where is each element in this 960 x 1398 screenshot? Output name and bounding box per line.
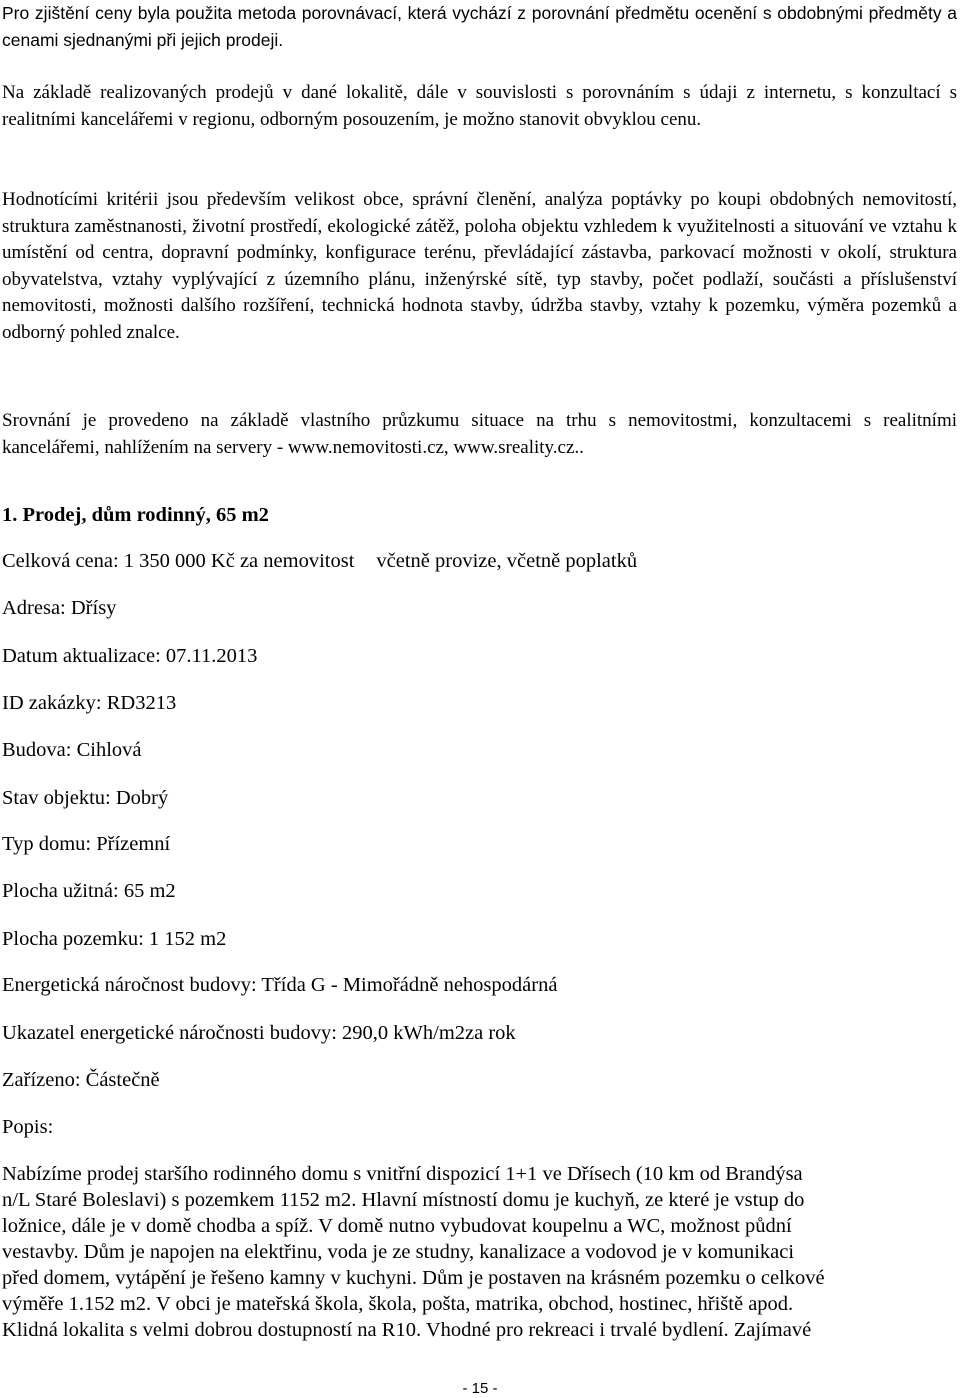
listing-energy-indicator: Ukazatel energetické náročnosti budovy: 290,0 kWh/m2za rok bbox=[2, 1022, 516, 1044]
description-line: před domem, vytápění je řešeno kamny v kuchyni. Dům je postaven na krásném pozemku o celkové bbox=[2, 1267, 825, 1289]
intro-paragraph-method: Pro zjištění ceny byla použita metoda porovnávací, která vychází z porovnání předmětu ocenění s obdobnými předměty a cenami sjednanými při jejich prodeji. bbox=[2, 3, 957, 50]
description-line: Nabízíme prodej staršího rodinného domu s vnitřní dispozicí 1+1 ve Dřísech (10 km od Brandýsa bbox=[2, 1163, 803, 1185]
intro-paragraph-basis: Na základě realizovaných prodejů v dané lokalitě, dále v souvislosti s porovnáním s údaji z internetu, s konzultací s realitními kancelářemi v regionu, odborným posouzením, je možno stanovit obvyklou cenu. bbox=[2, 82, 957, 130]
listing-condition: Stav objektu: Dobrý bbox=[2, 787, 169, 809]
listing-energy-class: Energetická náročnost budovy: Třída G - Mimořádně nehospodárná bbox=[2, 974, 558, 996]
intro-paragraph-comparison: Srovnání je provedeno na základě vlastního průzkumu situace na trhu s nemovitostmi, konzultacemi s realitními kancelářemi, nahlížením na servery - www.nemovitosti.cz, www.sreality.cz.. bbox=[2, 410, 957, 458]
listing-update-date: Datum aktualizace: 07.11.2013 bbox=[2, 645, 258, 667]
listing-building: Budova: Cihlová bbox=[2, 739, 142, 761]
intro-paragraph-criteria: Hodnotícími kritérii jsou především velikost obce, správní členění, analýza poptávky po koupi obdobných nemovitostí, struktura zaměstnanosti, životní prostředí, ekologické zátěž, poloha objektu vzhledem k využitelnosti a situování ve vztahu k umístění od centra, dopravní podmínky, konfigurace terénu, převládající zástavba, parkovací možnosti v okolí, struktura obyvatelstva, vztahy vyplývající z územního plánu, inženýrské sítě, typ stavby, počet podlaží, součásti a příslušenství nemovitosti, možnosti dalšího rozšíření, technická hodnota stavby, údržba stavby, vztahy k pozemku, výměra pozemků a odborný pohled znalce. bbox=[2, 189, 957, 343]
description-line: ložnice, dále je v domě chodba a spíž. V domě nutno vybudovat koupelnu a WC, možnost půdní bbox=[2, 1215, 792, 1237]
page-number: - 15 - bbox=[462, 1380, 498, 1397]
listing-address: Adresa: Dřísy bbox=[2, 597, 117, 619]
listing-description bbox=[2, 1161, 825, 1343]
listing-price-value: Celková cena: 1 350 000 Kč za nemovitost bbox=[2, 550, 355, 572]
listing-usable-area: Plocha užitná: 65 m2 bbox=[2, 880, 176, 902]
listing-heading: 1. Prodej, dům rodinný, 65 m2 bbox=[2, 504, 269, 526]
listing-price-note: včetně provize, včetně poplatků bbox=[376, 550, 638, 572]
listing-price bbox=[2, 548, 637, 574]
listing-description-label: Popis: bbox=[2, 1116, 54, 1138]
listing-house-type: Typ domu: Přízemní bbox=[2, 833, 171, 855]
description-line: Klidná lokalita s velmi dobrou dostupností na R10. Vhodné pro rekreaci i trvalé bydlení. Zajímavé bbox=[2, 1319, 812, 1341]
listing-land-area: Plocha pozemku: 1 152 m2 bbox=[2, 928, 227, 950]
description-line: výměře 1.152 m2. V obci je mateřská škola, škola, pošta, matrika, obchod, hostinec, hřiště apod. bbox=[2, 1293, 794, 1315]
listing-furnished: Zařízeno: Částečně bbox=[2, 1069, 160, 1091]
description-line: n/L Staré Boleslavi) s pozemkem 1152 m2. Hlavní místností domu je kuchyň, ze které je vstup do bbox=[2, 1189, 805, 1211]
description-line: vestavby. Dům je napojen na elektřinu, voda je ze studny, kanalizace a vodovod je v komunikaci bbox=[2, 1241, 795, 1263]
listing-order-id: ID zakázky: RD3213 bbox=[2, 692, 177, 714]
